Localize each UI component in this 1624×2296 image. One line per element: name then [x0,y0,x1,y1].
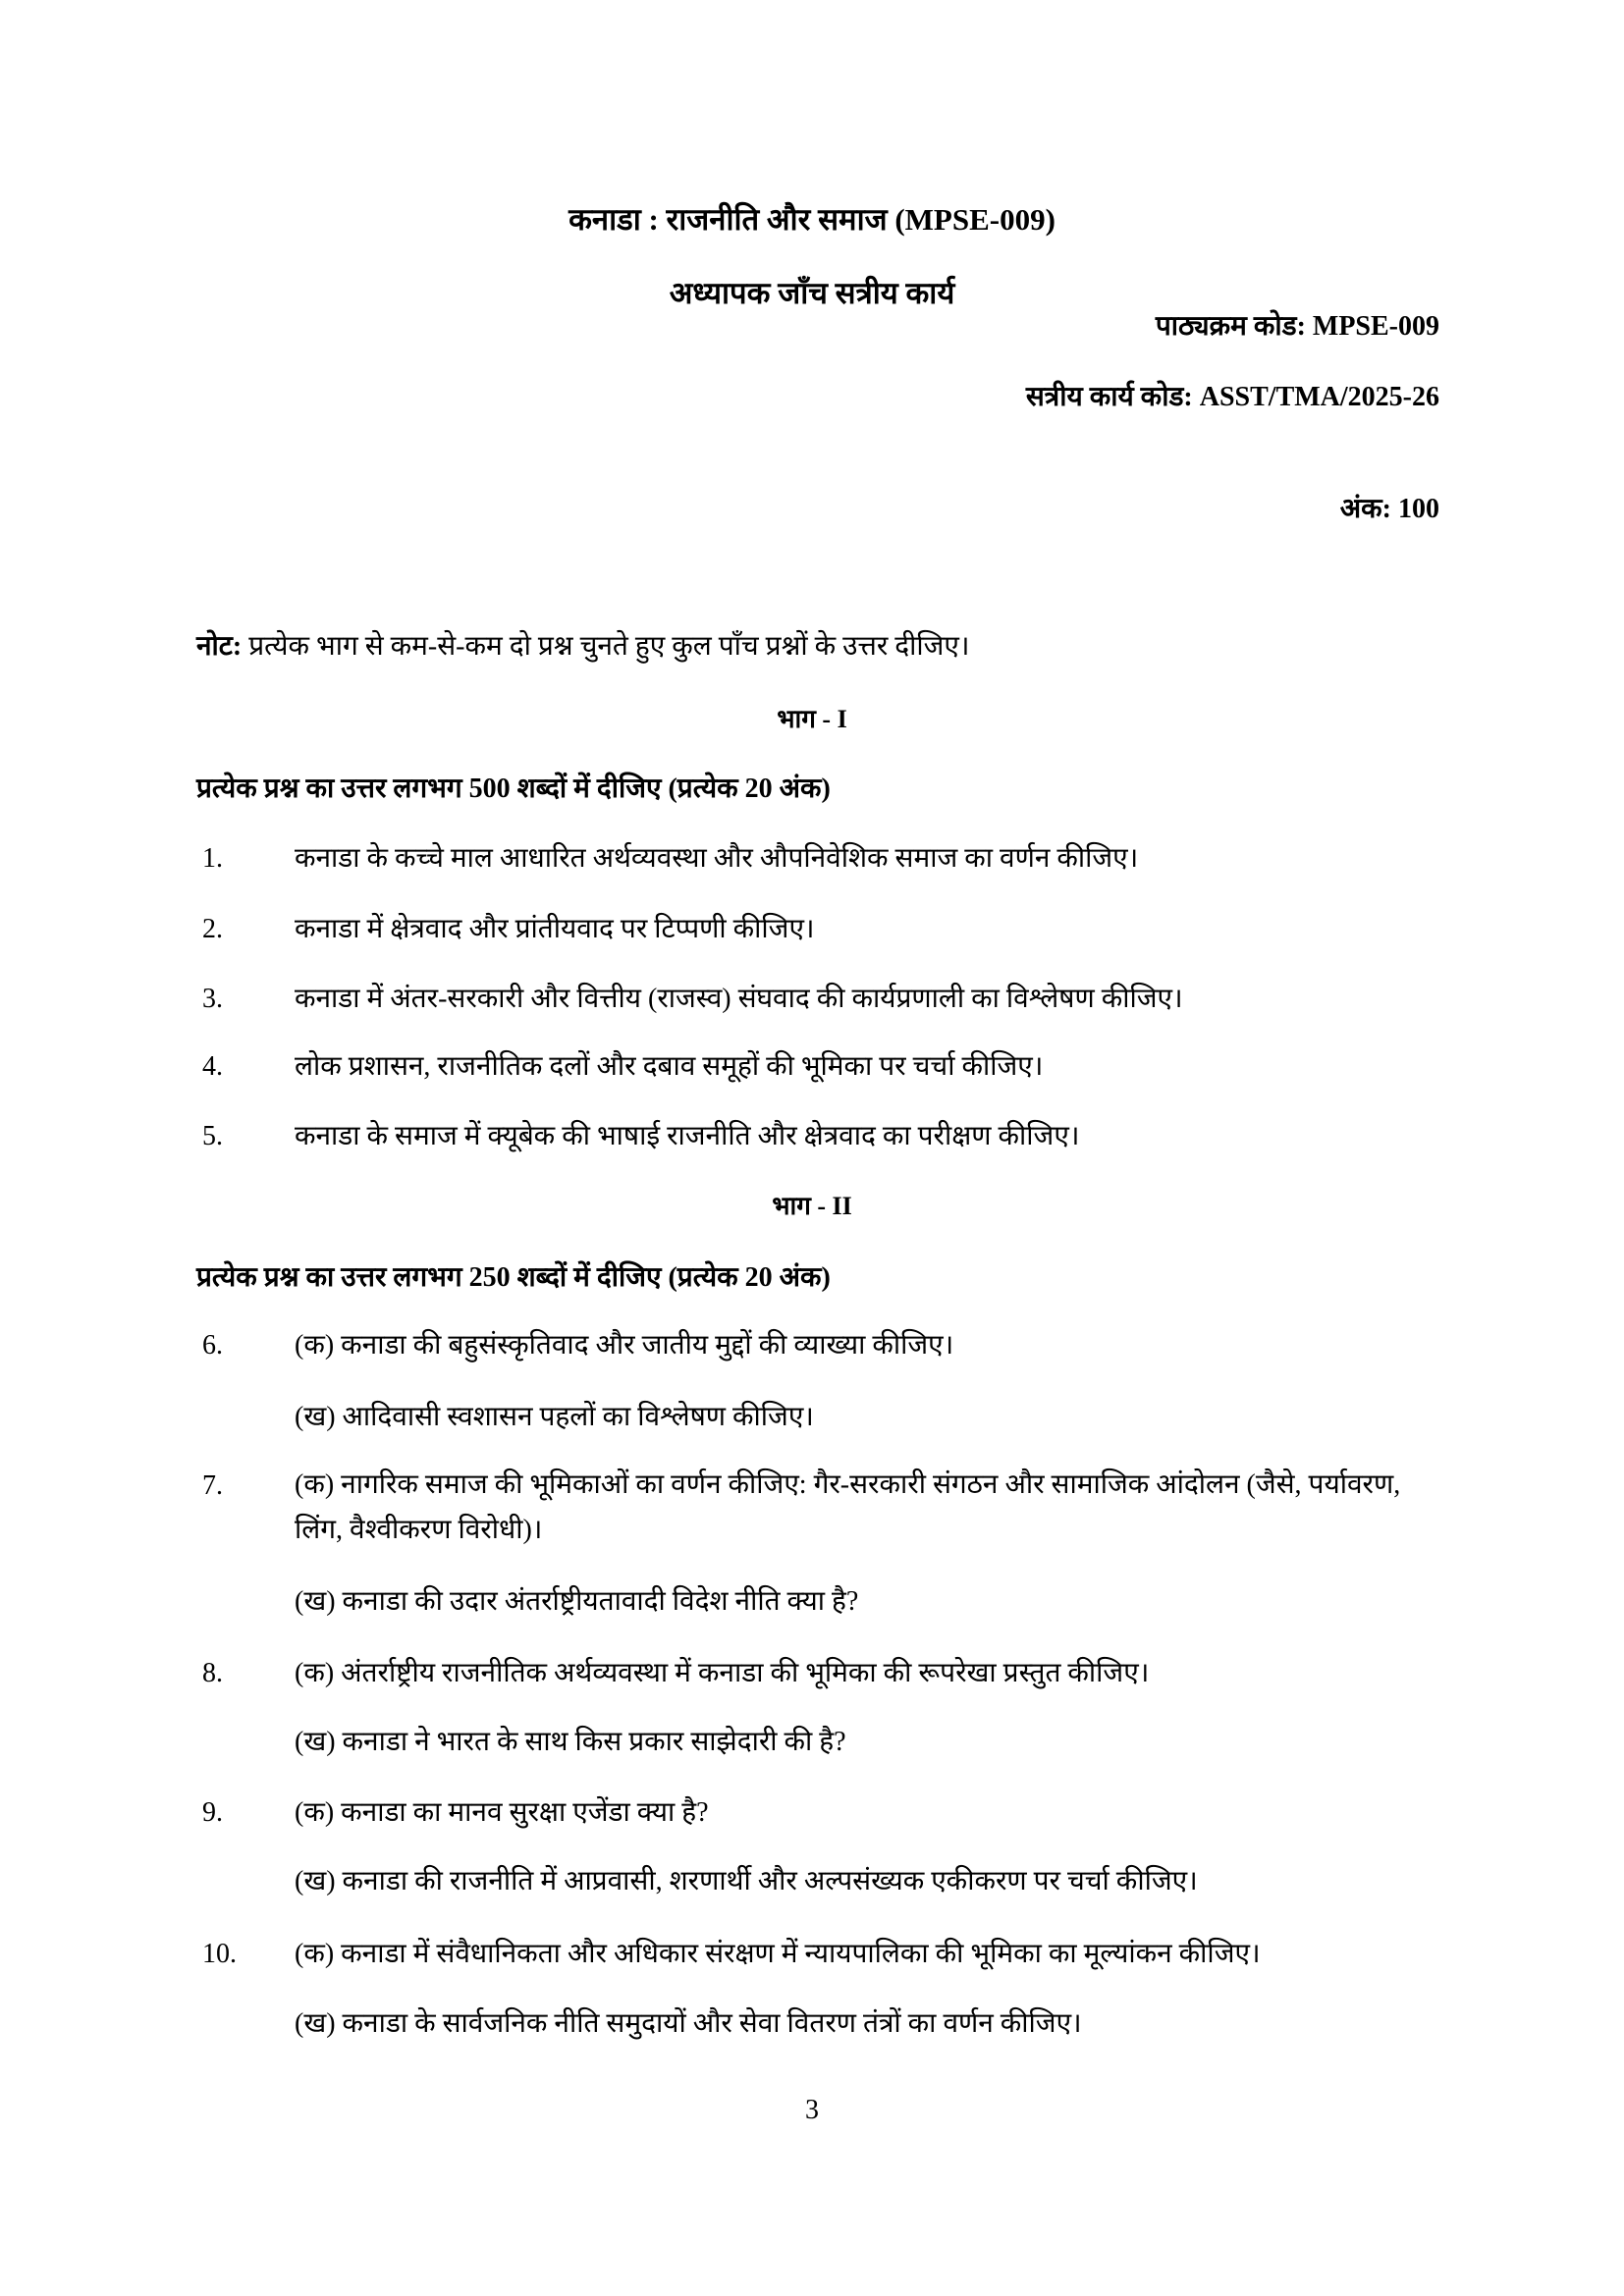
assignment-code: सत्रीय कार्य कोड: ASST/TMA/2025-26 [1025,382,1439,412]
section-instruction: प्रत्येक प्रश्न का उत्तर लगभग 500 शब्दों में दीजिए (प्रत्येक 20 अंक) [196,774,831,804]
question-number: 10. [202,1939,237,1969]
question-number: 3. [202,984,223,1014]
page-number: 3 [805,2095,819,2125]
section-heading: भाग - I [777,705,847,733]
note-text: प्रत्येक भाग से कम-से-कम दो प्रश्न चुनते हुए कुल पाँच प्रश्नों के उत्तर दीजिए। [242,631,970,662]
question-number: 8. [202,1658,223,1688]
question-number: 1. [202,843,223,874]
question-number: 7. [202,1470,223,1501]
question-part-b: (ख) कनाडा के सार्वजनिक नीति समुदायों और सेवा वितरण तंत्रों का वर्णन कीजिए। [295,2008,1082,2039]
document-subtitle: अध्यापक जाँच सत्रीय कार्य [669,276,955,310]
question-text: कनाडा के कच्चे माल आधारित अर्थव्यवस्था और औपनिवेशिक समाज का वर्णन कीजिए। [295,843,1139,874]
question-text: कनाडा में अंतर-सरकारी और वित्तीय (राजस्व) संघवाद की कार्यप्रणाली का विश्लेषण कीजिए। [295,984,1183,1014]
note-label: नोट: [196,631,243,662]
section-instruction: प्रत्येक प्रश्न का उत्तर लगभग 250 शब्दों में दीजिए (प्रत्येक 20 अंक) [196,1262,831,1293]
question-text: कनाडा के समाज में क्यूबेक की भाषाई राजनीति और क्षेत्रवाद का परीक्षण कीजिए। [295,1121,1080,1151]
question-number: 5. [202,1121,223,1151]
question-number: 6. [202,1330,223,1361]
note [196,630,970,664]
question-part-b: (ख) कनाडा ने भारत के साथ किस प्रकार साझेदारी की है? [295,1727,846,1757]
question-part-b: (ख) आदिवासी स्वशासन पहलों का विश्लेषण कीजिए। [295,1402,814,1432]
question-number: 9. [202,1797,223,1828]
course-code: पाठ्यक्रम कोड: MPSE-009 [1155,311,1439,342]
question-part-b: (ख) कनाडा की राजनीति में आप्रवासी, शरणार्थी और अल्पसंख्यक एकीकरण पर चर्चा कीजिए। [295,1866,1198,1896]
question-text: कनाडा में क्षेत्रवाद और प्रांतीयवाद पर टिप्पणी कीजिए। [295,914,815,944]
question-part-b: (ख) कनाडा की उदार अंतर्राष्ट्रीयतावादी विदेश नीति क्या है? [295,1586,859,1617]
question-part-a: (क) कनाडा में संवैधानिकता और अधिकार संरक्षण में न्यायपालिका की भूमिका का मूल्यांकन कीजिए। [295,1939,1261,1969]
question-part-a: (क) कनाडा का मानव सुरक्षा एजेंडा क्या है? [295,1797,709,1828]
question-part-a: (क) कनाडा की बहुसंस्कृतिवाद और जातीय मुद्दों की व्याख्या कीजिए। [295,1330,954,1361]
question-number: 2. [202,914,223,944]
question-part-a: (क) अंतर्राष्ट्रीय राजनीतिक अर्थव्यवस्था में कनाडा की भूमिका की रूपरेखा प्रस्तुत कीजिए। [295,1658,1150,1688]
question-part-a: (क) नागरिक समाज की भूमिकाओं का वर्णन कीजिए: गैर-सरकारी संगठन और सामाजिक आंदोलन (जैसे, पर्यावरण, लिंग, वैश्वीकरण विरोधी)। [295,1469,1401,1546]
document-title: कनाडा : राजनीति और समाज (MPSE-009) [568,202,1056,237]
section-heading: भाग - II [772,1192,852,1220]
total-marks: अंक: 100 [1339,494,1439,524]
question-text: लोक प्रशासन, राजनीतिक दलों और दबाव समूहों की भूमिका पर चर्चा कीजिए। [295,1051,1044,1082]
question-number: 4. [202,1051,223,1082]
